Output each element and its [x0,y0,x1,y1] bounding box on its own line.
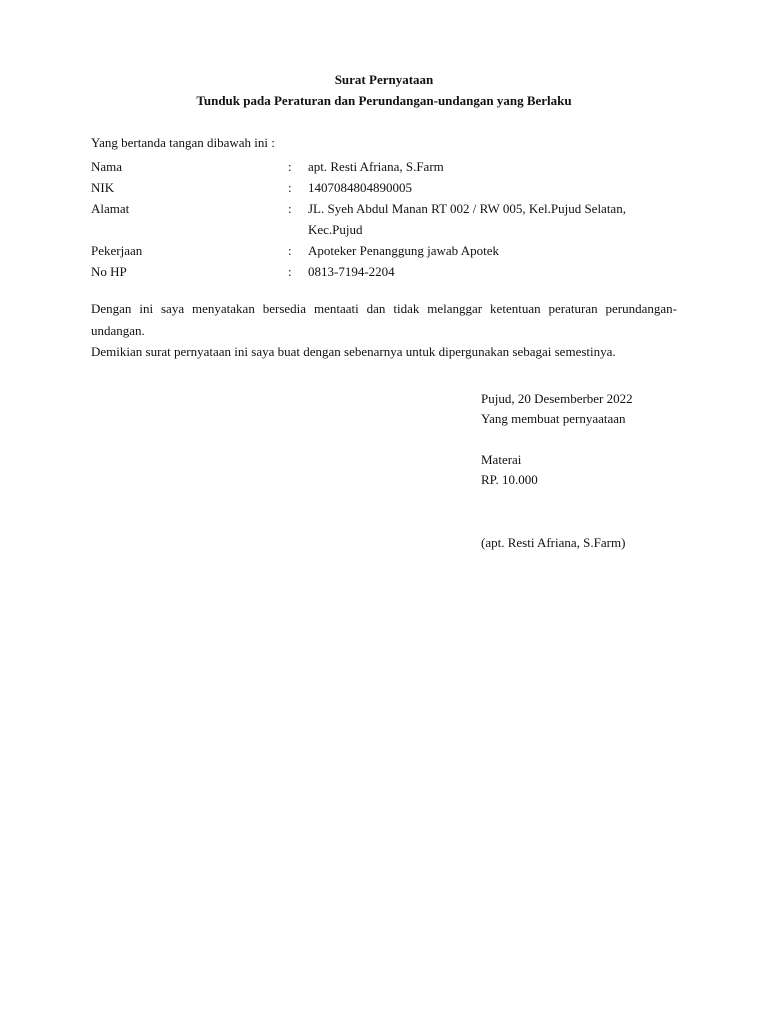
field-row-nohp [91,261,691,282]
statement-paragraph: Dengan ini saya menyatakan bersedia mentaati dan tidak melanggar ketentuan peraturan perundangan-undangan. [91,301,677,338]
field-row-alamat [91,198,691,240]
field-value-nama: apt. Resti Afriana, S.Farm [308,159,444,174]
field-label-nohp: No HP [91,264,127,279]
field-label-pekerjaan: Pekerjaan [91,243,143,258]
field-label-nama: Nama [91,159,123,174]
signature-maker-label: Yang membuat pernyaataan [481,411,626,426]
document-subtitle: Tunduk pada Peraturan dan Perundangan-undangan yang Berlaku [196,93,572,108]
field-separator: : [288,264,292,279]
field-label-alamat: Alamat [91,201,130,216]
closing-paragraph: Demikian surat pernyataan ini saya buat dengan sebenarnya untuk dipergunakan sebagai semestinya. [91,344,616,359]
identity-fields [91,156,691,282]
intro-text: Yang bertanda tangan dibawah ini : [91,135,275,150]
field-row-nik [91,177,691,198]
field-separator: : [288,243,292,258]
field-row-pekerjaan [91,240,691,261]
field-separator: : [288,180,292,195]
field-value-nik: 1407084804890005 [308,180,412,195]
field-value-alamat: JL. Syeh Abdul Manan RT 002 / RW 005, Kel.Pujud Selatan, Kec.Pujud [308,201,626,237]
stamp-duty-label: Materai [481,452,522,467]
field-separator: : [288,201,292,216]
signature-place-date: Pujud, 20 Desemberber 2022 [481,391,633,406]
signatory-name: (apt. Resti Afriana, S.Farm) [481,535,626,550]
field-label-nik: NIK [91,180,115,195]
stamp-duty-amount: RP. 10.000 [481,472,538,487]
document-title: Surat Pernyataan [334,72,434,87]
field-row-nama [91,156,691,177]
field-separator: : [288,159,292,174]
field-value-nohp: 0813-7194-2204 [308,264,395,279]
field-value-pekerjaan: Apoteker Penanggung jawab Apotek [308,243,499,258]
